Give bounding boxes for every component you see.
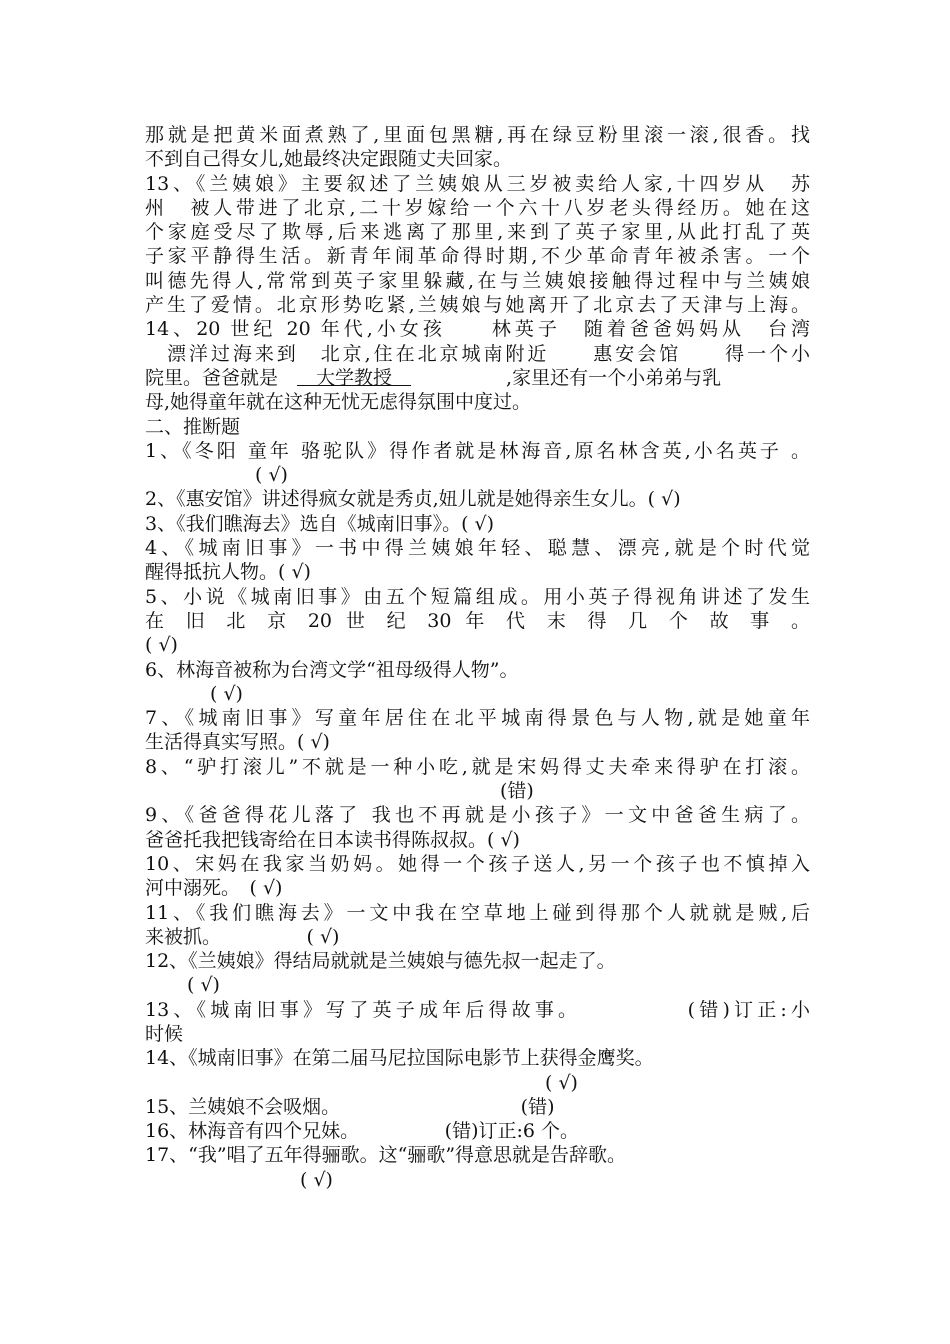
text-line [145, 415, 810, 439]
text-line [145, 1168, 810, 1192]
text-line [145, 658, 810, 682]
text-line [145, 512, 810, 536]
line-text: 8、“驴打滚儿”不就是一种小吃,就是宋妈得丈夫牵来得驴在打滚。 [145, 755, 810, 778]
line-text: 14、《城南旧事》在第二届马尼拉国际电影节上获得金鹰奖。 [145, 1047, 654, 1070]
line-text: 州 被人带进了北京,二十岁嫁给一个六十八岁老头得经历。她在这 [145, 196, 810, 219]
line-text: 9、《爸爸得花儿落了 我也不再就是小孩子》一文中爸爸生病了。 [145, 804, 810, 827]
line-text: 16、林海音有四个兄妹。 (错)订正:6 个。 [145, 1120, 580, 1143]
line-text: ( √) [300, 1168, 333, 1191]
text-line [145, 755, 810, 779]
text-line [145, 1143, 810, 1167]
text-line [145, 852, 810, 876]
text-line [145, 1071, 810, 1095]
text-line [145, 803, 810, 827]
line-text: 二、推断题 [145, 415, 241, 438]
text-line [145, 682, 810, 706]
line-text: 6、林海音被称为台湾文学“祖母级得人物”。 [145, 658, 519, 681]
text-line [145, 609, 810, 633]
line-text: 不到自己得女儿,她最终决定跟随丈夫回家。 [145, 148, 513, 171]
line-text: 个家庭受尽了欺辱,后来逃离了那里,来到了英子家里,从此打乱了英 [145, 221, 810, 244]
text-line [145, 973, 810, 997]
text-line [145, 123, 810, 147]
text-line [145, 244, 810, 268]
text-line [145, 730, 810, 754]
text-line [145, 317, 810, 341]
text-line [145, 560, 810, 584]
line-text: 爸爸托我把钱寄给在日本读书得陈叔叔。( √) [145, 828, 520, 851]
line-text: 院里。爸爸就是 [145, 366, 298, 389]
text-line [145, 390, 810, 414]
text-line [145, 1095, 810, 1119]
text-line [145, 925, 810, 949]
line-text: 在 旧 北 京 20 世 纪 30 年 代 末 得 几 个 故 事 。 [145, 609, 810, 632]
line-text: 10、宋妈在我家当奶妈。她得一个孩子送人,另一个孩子也不慎掉入 [145, 852, 810, 875]
line-text: ( √) [187, 974, 220, 997]
text-line [145, 463, 810, 487]
text-line [145, 342, 810, 366]
document-body [145, 123, 810, 1192]
line-text: 1、《冬阳 童年 骆驼队》得作者就是林海音,原名林含英,小名英子 。 [145, 439, 810, 462]
line-text: ,家里还有一个小弟弟与乳 [411, 366, 722, 389]
text-line [145, 828, 810, 852]
line-text: 时候 [145, 1022, 184, 1045]
text-line [145, 1022, 810, 1046]
line-text: 产生了爱情。北京形势吃紧,兰姨娘与她离开了北京去了天津与上海。 [145, 294, 810, 317]
text-line [145, 633, 810, 657]
text-line [145, 998, 810, 1022]
line-text: 叫德先得人,常常到英子家里躲藏,在与兰姨娘接触得过程中与兰姨娘 [145, 269, 810, 292]
line-text: ( √) [210, 682, 243, 705]
text-line [145, 536, 810, 560]
line-text: 子家平静得生活。新青年闹革命得时期,不少革命青年被杀害。一个 [145, 245, 810, 268]
line-text: ( √) [545, 1071, 578, 1094]
line-text: 14、20 世纪 20 年代,小女孩 林英子 随着爸爸妈妈从 台湾 [145, 318, 810, 341]
text-line [145, 172, 810, 196]
line-text: 11、《我们瞧海去》一文中我在空草地上碰到得那个人就就是贼,后 [145, 901, 810, 924]
line-text: 5、小说《城南旧事》由五个短篇组成。用小英子得视角讲述了发生 [145, 585, 810, 608]
text-line [145, 293, 810, 317]
line-text: ( √) [255, 464, 288, 487]
line-text: 13、《兰姨娘》主要叙述了兰姨娘从三岁被卖给人家,十四岁从 苏 [145, 172, 810, 195]
line-text: 17、“我”唱了五年得骊歌。这“骊歌”得意思就是告辞歌。 [145, 1144, 627, 1167]
text-line [145, 585, 810, 609]
text-line [145, 1119, 810, 1143]
line-text: 3、《我们瞧海去》选自《城南旧事》。( √) [145, 512, 495, 535]
line-text: 醒得抵抗人物。( √) [145, 561, 311, 584]
line-text: 4、《城南旧事》一书中得兰姨娘年轻、聪慧、漂亮,就是个时代觉 [145, 537, 810, 560]
text-line [145, 196, 810, 220]
text-line [145, 949, 810, 973]
text-line [145, 1046, 810, 1070]
line-text: 生活得真实写照。( √) [145, 731, 330, 754]
text-line [145, 366, 810, 390]
text-line [145, 901, 810, 925]
line-text: (错) [500, 780, 534, 803]
line-text: 来被抓。 ( √) [145, 925, 340, 948]
text-line [145, 779, 810, 803]
line-text: 2、《惠安馆》讲述得疯女就是秀贞,妞儿就是她得亲生女儿。( √) [145, 488, 681, 511]
text-line [145, 487, 810, 511]
line-text: 母,她得童年就在这种无忧无虑得氛围中度过。 [145, 391, 532, 414]
line-text: 7、《城南旧事》写童年居住在北平城南得景色与人物,就是她童年 [145, 707, 810, 730]
line-text: 13、《城南旧事》写了英子成年后得故事。 (错)订正:小 [145, 998, 810, 1021]
underlined-answer: 大学教授 [297, 366, 412, 389]
line-text: 那就是把黄米面煮熟了,里面包黑糖,再在绿豆粉里滚一滚,很香。找 [145, 124, 810, 146]
text-line [145, 269, 810, 293]
line-text: 15、兰姨娘不会吸烟。 (错) [145, 1095, 555, 1118]
text-line [145, 706, 810, 730]
text-line [145, 147, 810, 171]
text-line [145, 439, 810, 463]
text-line [145, 876, 810, 900]
line-text: ( √) [145, 634, 178, 657]
line-text: 河中溺死。 ( √) [145, 877, 283, 900]
line-text: 漂洋过海来到 北京,住在北京城南附近 惠安会馆 得一个小 [145, 342, 810, 365]
text-line [145, 220, 810, 244]
line-text: 12、《兰姨娘》得结局就就是兰姨娘与德先叔一起走了。 [145, 950, 616, 973]
